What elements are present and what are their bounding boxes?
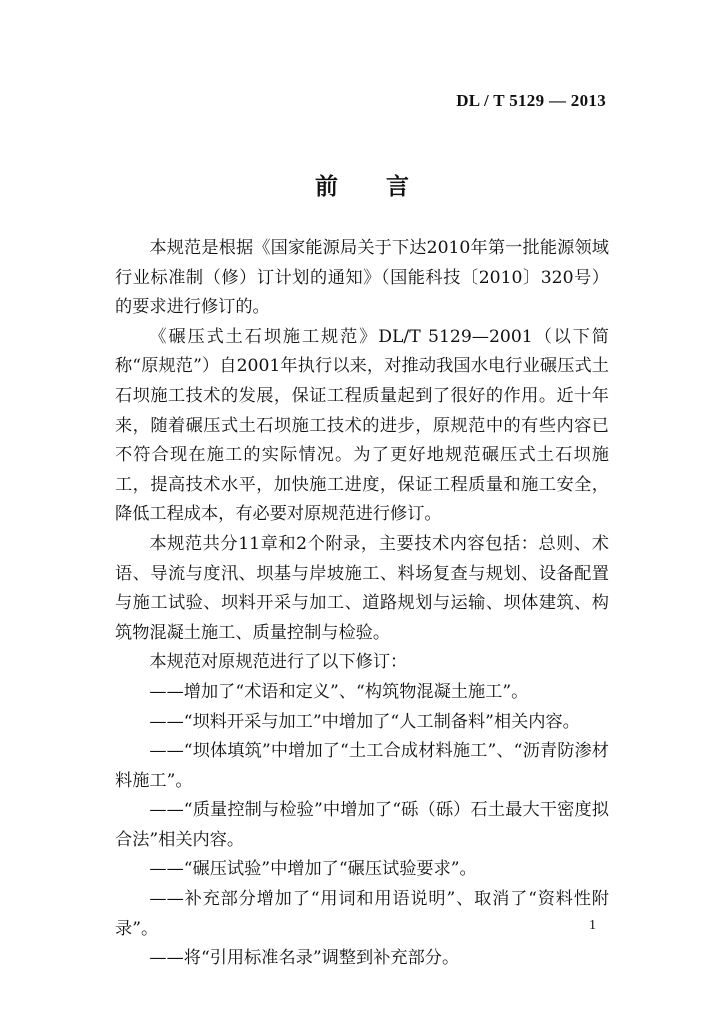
paragraph: 《碾压式土石坝施工规范》DL/T 5129—2001（以下简称“原规范”）自2001年执行以来，对推动我国水电行业碾压式土石坝施工技术的发展，保证工程质量起到了很好的作用。近十年来，随着碾压式土石坝施工技术的进步，原规范中的有些内容已不符合现在施工的实际情况。为了更好地规范碾压式土石坝施工，提高技术水平，加快施工进度，保证工程质量和施工安全，降低工程成本，有必要对原规范进行修订。	[115, 326, 609, 525]
standard-number: DL / T 5129 — 2013	[456, 91, 606, 110]
page-title: 前言	[315, 174, 457, 200]
revision-item: ——“坝体填筑”中增加了“土工合成材料施工”、“沥青防渗材料施工”。	[115, 741, 609, 791]
page-number: 1	[589, 918, 596, 933]
revision-item: ——“碾压试验”中增加了“碾压试验要求”。	[149, 859, 477, 880]
paragraph: 本规范是根据《国家能源局关于下达2010年第一批能源领域行业标准制（修）订计划的通知》（国能科技〔2010〕320号）的要求进行修订的。	[115, 238, 609, 318]
revision-item: ——将“引用标准名录”调整到补充部分。	[149, 948, 460, 969]
revision-item: ——“质量控制与检验”中增加了“砾（砾）石土最大干密度拟合法”相关内容。	[115, 800, 609, 850]
revision-item: ——“坝料开采与加工”中增加了“人工制备料”相关内容。	[149, 711, 580, 732]
paragraph: 本规范共分11章和2个附录，主要技术内容包括：总则、术语、导流与度汛、坝基与岸坡施工、料场复查与规划、设备配置与施工试验、坝料开采与加工、道路规划与运输、坝体建筑、构筑物混凝土施工、质量控制与检验。	[115, 533, 609, 643]
revision-item: ——补充部分增加了“用词和用语说明”、取消了“资料性附录”。	[115, 889, 609, 939]
paragraph: 本规范对原规范进行了以下修订：	[149, 652, 408, 673]
revision-item: ——增加了“术语和定义”、“构筑物混凝土施工”。	[149, 681, 529, 702]
body-text	[115, 234, 609, 974]
